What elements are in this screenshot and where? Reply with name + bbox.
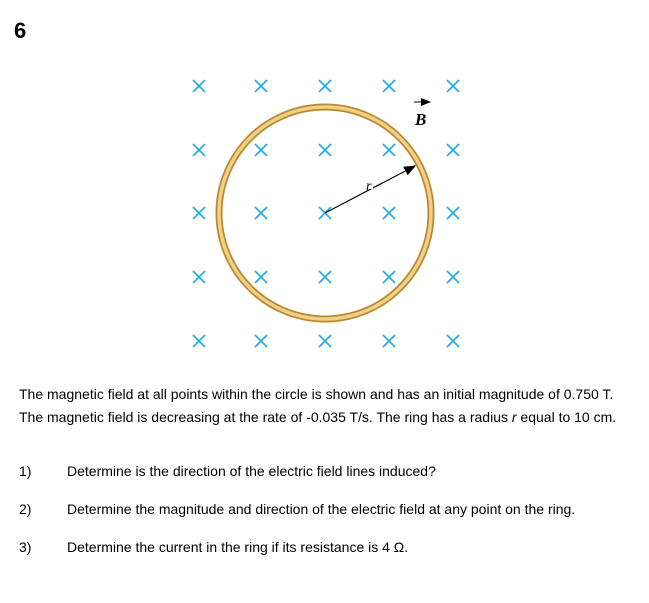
field-x-mark	[319, 335, 331, 347]
problem-statement	[19, 383, 641, 429]
field-x-mark	[319, 80, 331, 92]
field-x-mark	[193, 271, 205, 283]
field-x-mark	[447, 144, 459, 156]
field-x-mark	[447, 271, 459, 283]
field-x-mark	[447, 335, 459, 347]
question-3-text: Determine the current in the ring if its resistance is 4 Ω.	[67, 539, 409, 555]
field-x-mark	[193, 207, 205, 219]
problem-text-2: equal to 10 cm.	[516, 409, 617, 425]
field-vector-label: B	[415, 110, 427, 129]
field-x-mark	[319, 144, 331, 156]
field-x-mark	[255, 80, 267, 92]
question-2-text: Determine the magnitude and direction of the electric field at any point on the ring.	[67, 501, 576, 517]
field-x-mark	[255, 335, 267, 347]
field-x-mark	[193, 144, 205, 156]
field-x-mark	[383, 335, 395, 347]
field-x-mark	[255, 144, 267, 156]
field-x-mark	[383, 271, 395, 283]
field-x-mark	[383, 80, 395, 92]
field-x-mark	[193, 335, 205, 347]
field-x-mark	[383, 207, 395, 219]
question-number: 6	[14, 18, 27, 43]
field-x-mark	[255, 271, 267, 283]
field-x-mark	[447, 207, 459, 219]
radius-variable: r	[511, 409, 517, 425]
question-1-number: 1)	[19, 463, 32, 479]
field-x-mark	[319, 271, 331, 283]
field-x-mark	[383, 144, 395, 156]
question-3-number: 3)	[19, 539, 32, 555]
field-x-mark	[447, 80, 459, 92]
problem-text-1: The magnetic field at all points within the circle is shown and has an initial magnitude of 0.750 T. The magnetic field is decreasing at the rate of -0.035 T/s. The ring has a radius	[19, 386, 614, 425]
radius-label: r	[366, 179, 372, 194]
field-x-mark	[193, 80, 205, 92]
question-2-number: 2)	[19, 501, 32, 517]
field-x-mark	[255, 207, 267, 219]
question-1-text: Determine is the direction of the electric field lines induced?	[67, 463, 436, 479]
